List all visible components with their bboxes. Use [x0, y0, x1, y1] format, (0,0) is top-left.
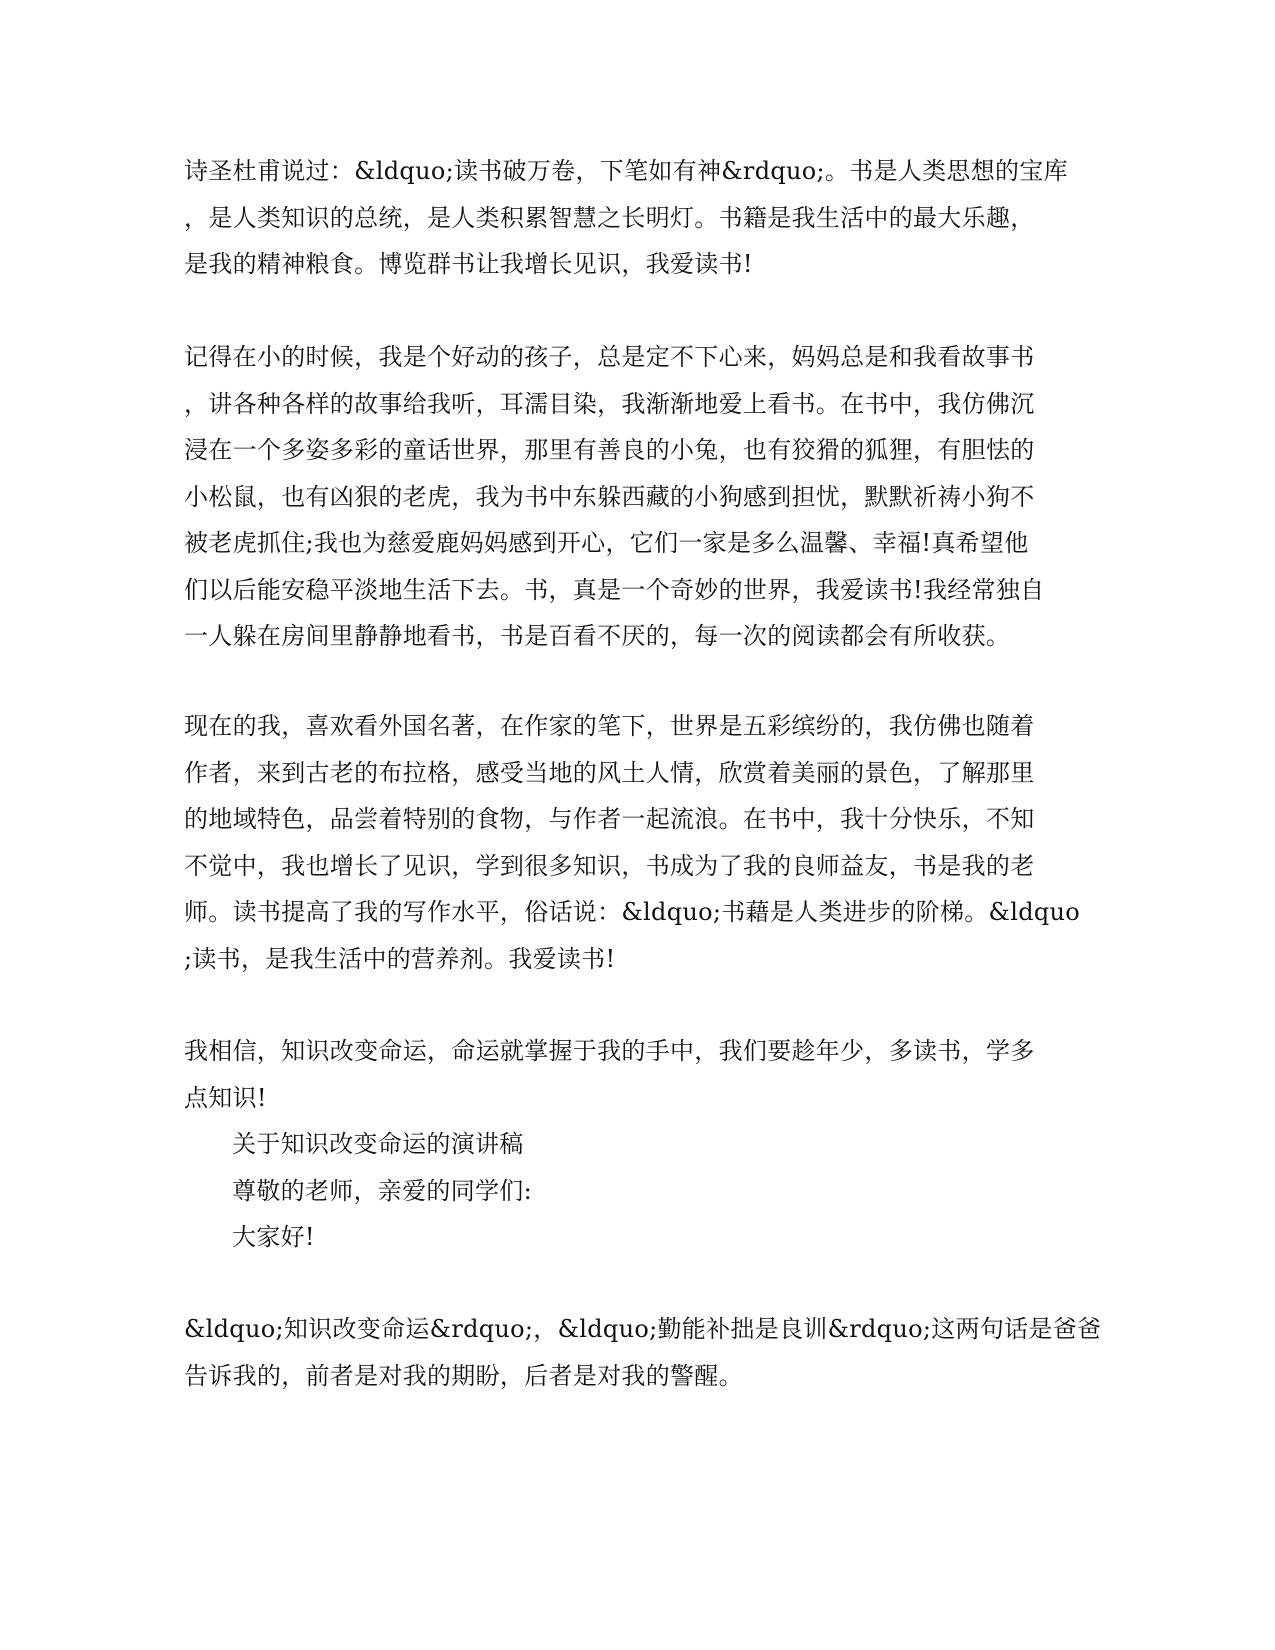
speech-title: 关于知识改变命运的演讲稿	[232, 1130, 524, 1158]
text-line: 们以后能安稳平淡地生活下去。书，真是一个奇妙的世界，我爱读书!我经常独自	[184, 575, 1045, 604]
paragraph-foreign-classics	[184, 703, 1081, 982]
text-line: 不觉中，我也增长了见识，学到很多知识，书成为了我的良师益友，书是我的老	[184, 851, 1035, 880]
paragraph-du-fu-quote	[184, 148, 1068, 288]
text-line: &ldquo;知识改变命运&rdquo;，&ldquo;勤能补拙是良训&rdquo;这两句话是爸爸	[184, 1315, 1102, 1343]
text-line: 点知识!	[184, 1083, 267, 1112]
text-line: 浸在一个多姿多彩的童话世界，那里有善良的小兔，也有狡猾的狐狸，有胆怯的	[184, 436, 1035, 464]
text-line: 记得在小的时候，我是个好动的孩子，总是定不下心来，妈妈总是和我看故事书	[184, 343, 1035, 371]
text-line: 一人躲在房间里静静地看书，书是百看不厌的，每一次的阅读都会有所收获。	[184, 622, 1011, 650]
text-line: 被老虎抓住;我也为慈爱鹿妈妈感到开心，它们一家是多么温馨、幸福!真希望他	[184, 529, 1029, 557]
text-line: ，讲各种各样的故事给我听，耳濡目染，我渐渐地爱上看书。在书中，我仿佛沉	[184, 389, 1035, 418]
text-line: 的地域特色，品尝着特别的食物，与作者一起流浪。在书中，我十分快乐，不知	[184, 805, 1035, 833]
speech-salutation: 尊敬的老师，亲爱的同学们:	[232, 1176, 532, 1205]
paragraph-knowledge-changes-fate	[184, 1028, 1064, 1261]
text-line: 作者，来到古老的布拉格，感受当地的风土人情，欣赏着美丽的景色，了解那里	[184, 758, 1035, 787]
text-line: 是我的精神粮食。博览群书让我增长见识，我爱读书!	[184, 250, 753, 278]
text-line: 诗圣杜甫说过：&ldquo;读书破万卷，下笔如有神&rdquo;。书是人类思想的宝库	[184, 157, 1068, 185]
text-line: ，是人类知识的总统，是人类积累智慧之长明灯。书籍是我生活中的最大乐趣，	[184, 203, 1035, 232]
speech-greeting: 大家好!	[232, 1223, 315, 1251]
text-line: 小松鼠，也有凶狠的老虎，我为书中东躲西藏的小狗感到担忧，默默祈祷小狗不	[184, 482, 1035, 511]
paragraph-childhood-reading	[184, 334, 1064, 660]
text-line: 师。读书提高了我的写作水平，俗话说：&ldquo;书藉是人类进步的阶梯。&ldquo	[184, 898, 1081, 926]
text-line: ;读书，是我生活中的营养剂。我爱读书!	[184, 944, 616, 973]
text-line: 我相信，知识改变命运，命运就掌握于我的手中，我们要趁年少，多读书，学多	[184, 1037, 1035, 1065]
text-line: 告诉我的，前者是对我的期盼，后者是对我的警醒。	[184, 1361, 743, 1390]
text-line: 现在的我，喜欢看外国名著，在作家的笔下，世界是五彩缤纷的，我仿佛也随着	[184, 712, 1035, 740]
paragraph-fathers-words	[184, 1306, 1102, 1399]
